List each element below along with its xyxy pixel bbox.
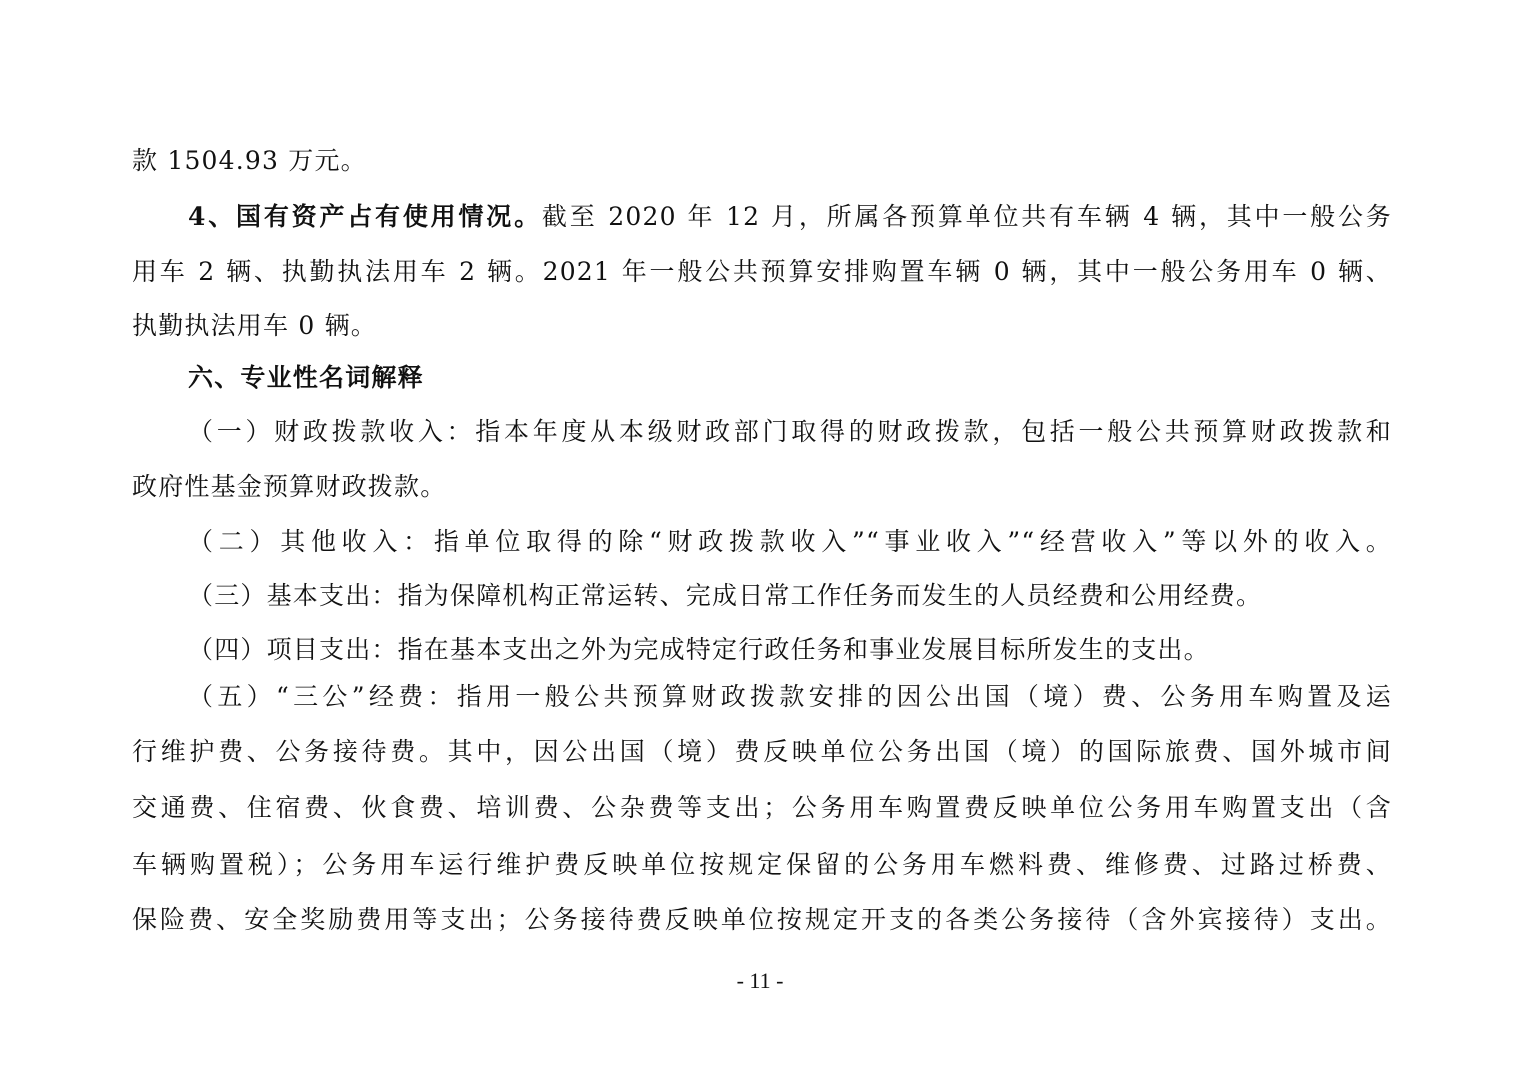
glossary-item-5-cont-2	[132, 792, 1392, 824]
text-segment: （四）项目支出：指在基本支出之外为完成特定行政任务和事业发展目标所发生的支出。	[188, 635, 1210, 664]
text-segment: 用车 2 辆、执勤执法用车 2 辆。2021 年一般公共预算安排购置车辆 0 辆，其中一般公务用车 0 辆、	[132, 257, 1392, 286]
text-segment: 车辆购置税）；公务用车运行维护费反映单位按规定保留的公务用车燃料费、维修费、过路过桥费、	[132, 850, 1392, 879]
glossary-item-5-cont-3	[132, 849, 1392, 881]
glossary-heading: 六、专业性名词解释	[188, 363, 424, 392]
glossary-item-1-cont	[132, 471, 1392, 503]
text-segment: 执勤执法用车 0 辆。	[132, 311, 378, 340]
text-segment: 政府性基金预算财政拨款。	[132, 472, 447, 501]
body-line-4	[132, 310, 1392, 342]
glossary-item-4	[188, 634, 1392, 666]
asset-usage-heading: 4、国有资产占有使用情况。	[188, 202, 542, 231]
text-segment: 截至 2020 年 12 月，所属各预算单位共有车辆 4 辆，其中一般公务	[541, 202, 1392, 231]
page-number: - 11 -	[736, 968, 784, 993]
body-line-3	[132, 256, 1392, 288]
text-segment: （三）基本支出：指为保障机构正常运转、完成日常工作任务而发生的人员经费和公用经费。	[188, 581, 1263, 610]
section-heading	[188, 362, 1392, 394]
glossary-item-2	[188, 526, 1392, 558]
glossary-item-1	[188, 416, 1392, 448]
asset-usage-line	[188, 201, 1392, 233]
glossary-item-3	[188, 580, 1392, 612]
text-segment: 行维护费、公务接待费。其中，因公出国（境）费反映单位公务出国（境）的国际旅费、国外城市间	[132, 737, 1392, 766]
glossary-item-5-cont-4	[132, 904, 1392, 936]
text-segment: （五）“三公”经费：指用一般公共预算财政拨款安排的因公出国（境）费、公务用车购置及运	[188, 682, 1392, 711]
body-line-1	[132, 145, 1392, 177]
glossary-item-5-cont-1	[132, 736, 1392, 768]
text-segment: （二）其他收入：指单位取得的除“财政拨款收入”“事业收入”“经营收入”等以外的收入。	[188, 527, 1392, 556]
text-segment: 交通费、住宿费、伙食费、培训费、公杂费等支出；公务用车购置费反映单位公务用车购置支出（含	[132, 793, 1392, 822]
text-segment: 款 1504.93 万元。	[132, 146, 367, 175]
text-segment: （一）财政拨款收入：指本年度从本级财政部门取得的财政拨款，包括一般公共预算财政拨款和	[188, 417, 1392, 446]
glossary-item-5	[188, 681, 1392, 713]
text-segment: 保险费、安全奖励费用等支出；公务接待费反映单位按规定开支的各类公务接待（含外宾接待）支出。	[132, 905, 1392, 934]
